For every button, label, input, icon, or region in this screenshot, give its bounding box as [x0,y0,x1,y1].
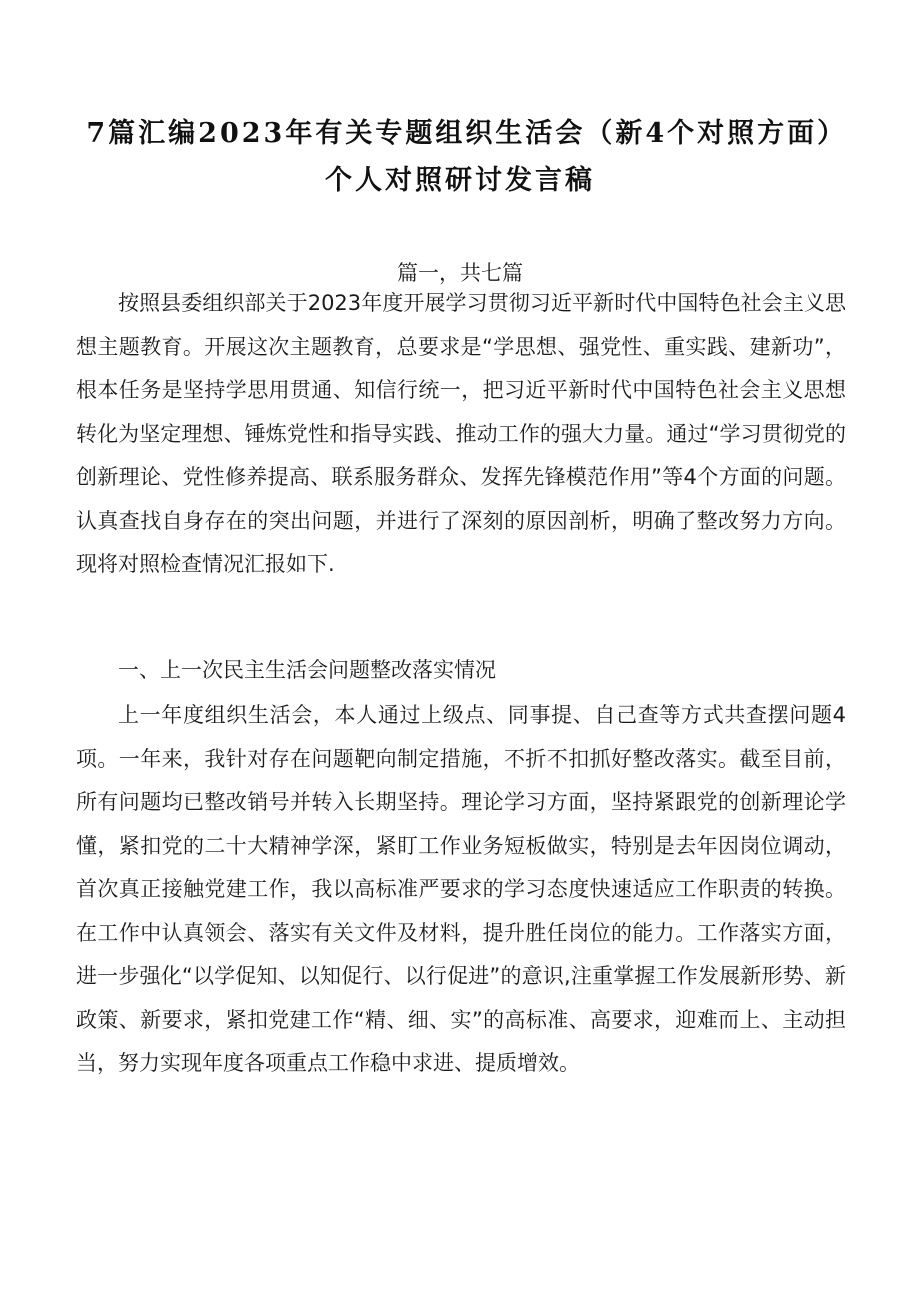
section-heading: 篇一，共七篇 [397,261,523,285]
document-title: 7篇汇编2023年有关专题组织生活会（新4个对照方面）个人对照研讨发言稿 [86,118,834,196]
body-paragraph: 按照县委组织部关于2023年度开展学习贯彻习近平新时代中国特色社会主义思想主题教育。开展这次主题教育，总要求是“学思想、强党性、重实践、建新功”，根本任务是坚持学思用贯通、知信行统一，把习近平新时代中国特色社会主义思想转化为坚定理想、锤炼党性和指导实践、推动工作的强大力量。通过“学习贯彻党的创新理论、党性修养提高、联系服务群众、发挥先锋模范作用”等4个方面的问题。认真查找自身存在的突出问题，并进行了深刻的原因剖析，明确了整改努力方向。现将对照检查情况汇报如下. [76,291,846,576]
body-paragraph: 上一年度组织生活会，本人通过上级点、同事提、自己查等方式共查摆问题4项。一年来，我针对存在问题靶向制定措施，不折不扣抓好整改落实。截至目前，所有问题均已整改销号并转入长期坚持。理论学习方面，坚持紧跟党的创新理论学懂，紧扣党的二十大精神学深，紧盯工作业务短板做实，特别是去年因岗位调动，首次真正接触党建工作，我以高标准严要求的学习态度快速适应工作职责的转换。在工作中认真领会、落实有关文件及材料，提升胜任岗位的能力。工作落实方面，进一步强化“以学促知、以知促行、以行促进”的意识,注重掌握工作发展新形势、新政策、新要求，紧扣党建工作“精、细、实”的高标准、高要求，迎难而上、主动担当，努力实现年度各项重点工作稳中求进、提质增效。 [76,703,846,1075]
section-subheading: 一、上一次民主生活会问题整改落实情况 [118,658,496,682]
